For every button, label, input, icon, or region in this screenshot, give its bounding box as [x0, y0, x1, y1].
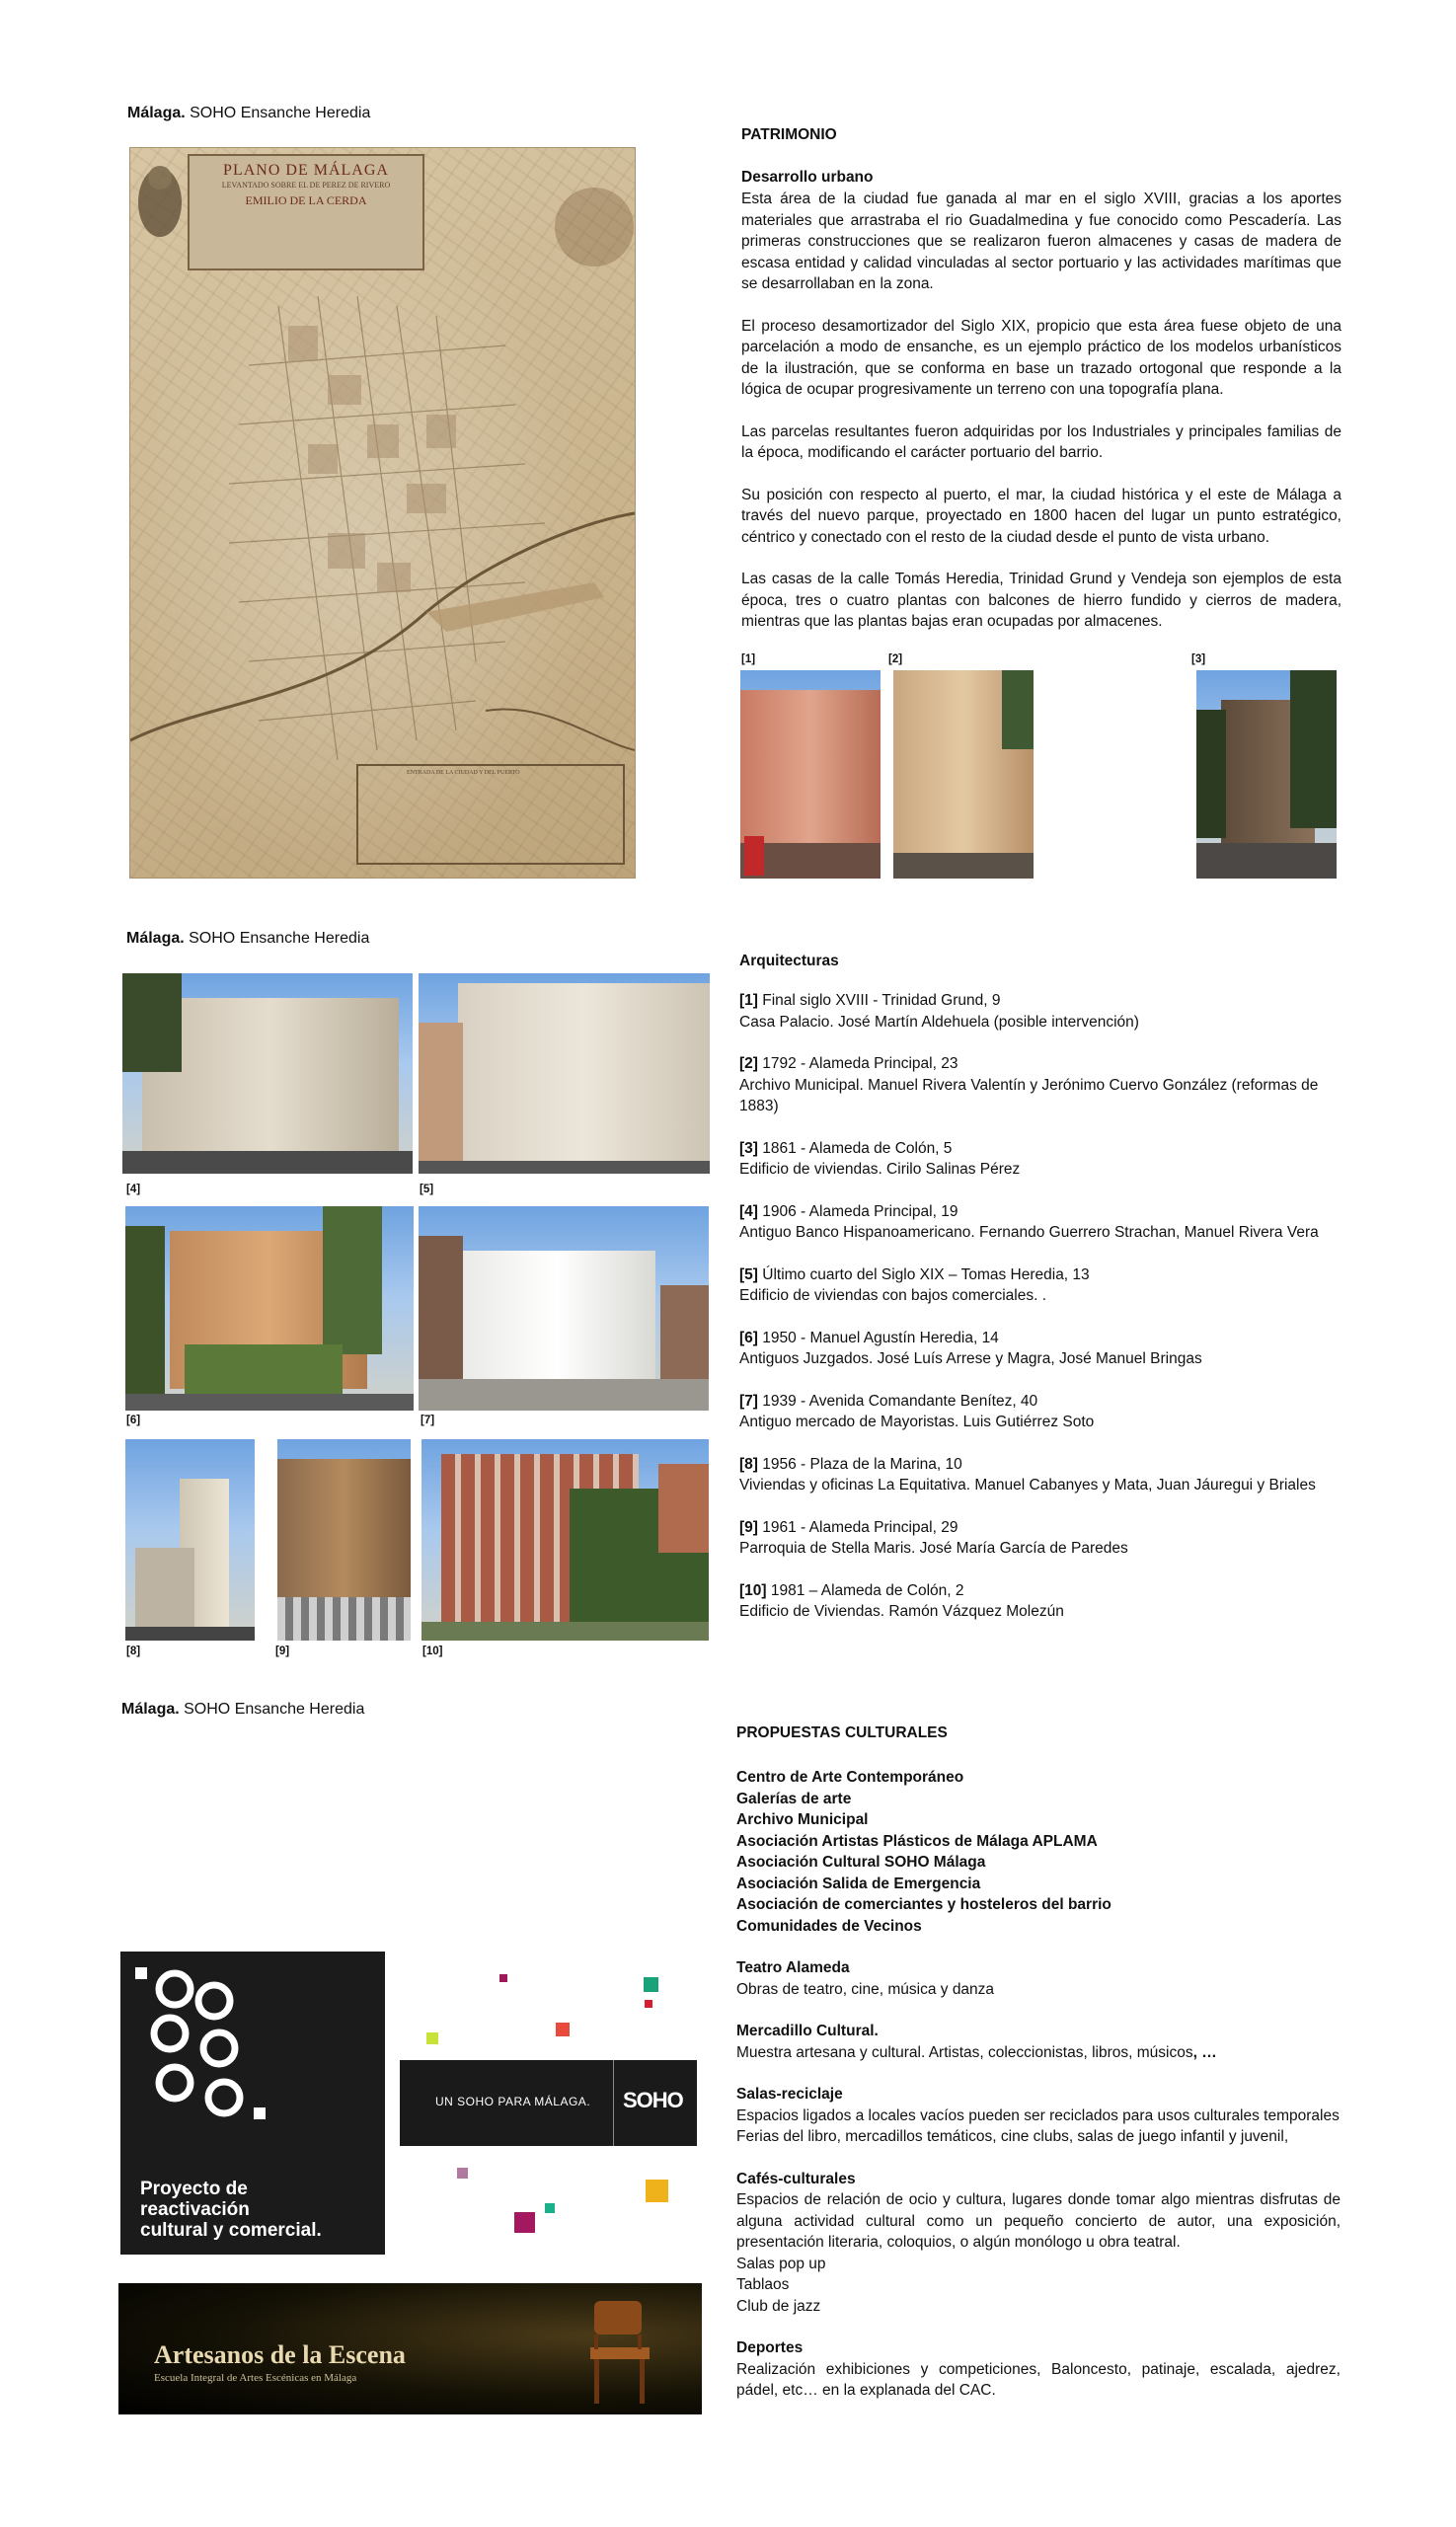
map-inset-label: ENTRADA DE LA CIUDAD Y DEL PUERTO: [407, 770, 520, 776]
map-subtitle: LEVANTADO SOBRE EL DE PEREZ DE RIVERO: [221, 181, 391, 190]
page1-heading: PATRIMONIO: [741, 126, 837, 143]
artesanos-banner: [118, 2283, 702, 2414]
architecture-entry: [4] 1906 - Alameda Principal, 19 Antiguo Banco Hispanoamericano. Fernando Guerrero Strachan, Manuel Rivera Vera: [739, 1202, 1319, 1241]
map-drawing: [130, 148, 635, 878]
photo-4: [122, 973, 413, 1174]
page1-subheading: Desarrollo urbano: [741, 169, 874, 186]
photo-caption: [8]: [126, 1646, 141, 1657]
photo-caption: [6]: [126, 1415, 141, 1426]
decor-square: [457, 2168, 468, 2179]
map-author: EMILIO DE LA CERDA: [245, 193, 367, 207]
decor-square: [556, 2023, 570, 2036]
list-item: Asociación Cultural SOHO Málaga: [736, 1854, 986, 1871]
architecture-entry: [9] 1961 - Alameda Principal, 29 Parroquia de Stella Maris. José María García de Paredes: [739, 1518, 1128, 1557]
architecture-entry: [2] 1792 - Alameda Principal, 23 Archivo Municipal. Manuel Rivera Valentín y Jerónimo Cuervo González (reformas de 1883): [739, 1055, 1319, 1114]
paragraph: Las parcelas resultantes fueron adquiridas por los Industriales y principales familias de la época, modificando el carácter portuario del barrio.: [741, 422, 1341, 461]
list-item: Galerías de arte: [736, 1790, 852, 1807]
decor-square: [426, 2032, 438, 2044]
proposal-teatro: Teatro Alameda Obras de teatro, cine, música y danza: [736, 1959, 995, 1998]
page3-location: Málaga. SOHO Ensanche Heredia: [121, 1701, 365, 1718]
list-item: Asociación Artistas Plásticos de Málaga APLAMA: [736, 1832, 1098, 1850]
architecture-entry: [6] 1950 - Manuel Agustín Heredia, 14 Antiguos Juzgados. José Luís Arrese y Magra, José Manuel Bringas: [739, 1329, 1202, 1367]
list-item: Asociación de comerciantes y hosteleros del barrio: [736, 1896, 1111, 1913]
soho-banner-logo: SOHO: [623, 2088, 683, 2112]
page2-location: Málaga. SOHO Ensanche Heredia: [126, 930, 370, 947]
cultural-entities-list: [736, 1767, 1341, 1937]
soho-banner: [400, 2060, 697, 2146]
photo-9: [277, 1439, 411, 1641]
photo-10: [421, 1439, 709, 1641]
architecture-entry: [3] 1861 - Alameda de Colón, 5 Edificio de viviendas. Cirilo Salinas Pérez: [739, 1139, 1021, 1178]
photo-8: [125, 1439, 255, 1641]
photo-1: [740, 670, 881, 879]
architecture-entry: [1] Final siglo XVIII - Trinidad Grund, 9 Casa Palacio. José Martín Aldehuela (posible intervención): [739, 992, 1139, 1031]
photo-caption: [7]: [421, 1415, 435, 1426]
soho-logo-icon: [130, 1959, 278, 2127]
decor-square: [645, 2000, 652, 2008]
decor-square: [545, 2203, 555, 2213]
decor-square: [646, 2180, 668, 2202]
photo-7: [419, 1206, 709, 1411]
proposal-deportes: Deportes Realización exhibiciones y competiciones, Baloncesto, patinaje, escalada, ajedrez, pádel, etc… en la explanada del CAC.: [736, 2339, 1341, 2399]
proposal-salas: Salas-reciclaje Espacios ligados a locales vacíos pueden ser reciclados para usos culturales temporales Ferias del libro, mercadillos temáticos, cine clubs, salas de juego infantil y juvenil,: [736, 2086, 1340, 2145]
artesanos-subtitle: Escuela Integral de Artes Escénicas en Málaga: [154, 2372, 357, 2384]
list-item: Comunidades de Vecinos: [736, 1917, 922, 1935]
architecture-entry: [8] 1956 - Plaza de la Marina, 10 Viviendas y oficinas La Equitativa. Manuel Cabanyes y Mata, Juan Jáuregui y Briales: [739, 1455, 1316, 1493]
decor-square: [644, 1977, 658, 1992]
photo-caption: [4]: [126, 1184, 141, 1195]
architecture-entry: [10] 1981 – Alameda de Colón, 2 Edificio de Viviendas. Ramón Vázquez Molezún: [739, 1581, 1064, 1620]
page2-heading: Arquitecturas: [739, 953, 839, 969]
paragraph: Las casas de la calle Tomás Heredia, Trinidad Grund y Vendeja son ejemplos de esta época, tres o cuatro plantas con balcones de hierro fundido y cierros de madera, mientras que las plantas bajas eran ocupadas por almacenes.: [741, 571, 1341, 630]
architecture-list: [739, 990, 1343, 1644]
photo-caption: [2]: [888, 653, 903, 665]
photo-2: [893, 670, 1034, 879]
banner-divider: [613, 2060, 614, 2146]
historic-map-image: [129, 147, 636, 879]
artesanos-title: Artesanos de la Escena: [154, 2340, 406, 2369]
soho-logo-panel: [120, 1952, 385, 2255]
list-item: Asociación Salida de Emergencia: [736, 1875, 981, 1892]
photo-caption: [10]: [422, 1646, 443, 1657]
photo-3: [1196, 670, 1337, 879]
map-title: PLANO DE MÁLAGA: [223, 162, 389, 179]
architecture-entry: [7] 1939 - Avenida Comandante Benítez, 40 Antiguo mercado de Mayoristas. Luis Gutiérrez Soto: [739, 1392, 1095, 1430]
photo-6: [125, 1206, 414, 1411]
map-lion-emblem: [138, 166, 182, 237]
proposal-mercadillo: Mercadillo Cultural. Muestra artesana y cultural. Artistas, coleccionistas, libros, músicos, …: [736, 2023, 1217, 2061]
page1-location: Málaga. SOHO Ensanche Heredia: [127, 105, 371, 121]
list-item: Centro de Arte Contemporáneo: [736, 1769, 964, 1786]
page3-heading: PROPUESTAS CULTURALES: [736, 1724, 948, 1741]
soho-tagline: Proyecto de reactivación cultural y comercial.: [140, 2179, 322, 2241]
chair-icon: [582, 2293, 661, 2412]
paragraph: El proceso desamortizador del Siglo XIX, propicio que esta área fuese objeto de una parcelación a modo de ensanche, es un ejemplo práctico de los modelos urbanísticos de la ilustración, que se conforma en base un trazado ortogonal que responde a la lógica de ocupar progresivamente un terreno con una topografía plana.: [741, 317, 1341, 398]
decor-square: [499, 1974, 507, 1982]
photo-5: [419, 973, 710, 1174]
cultural-proposals: [736, 1957, 1341, 2402]
list-item: Archivo Municipal: [736, 1811, 869, 1828]
architecture-entry: [5] Último cuarto del Siglo XIX – Tomas Heredia, 13 Edificio de viviendas con bajos comerciales. .: [739, 1265, 1090, 1304]
photo-caption: [5]: [420, 1184, 434, 1195]
photo-caption: [3]: [1191, 653, 1206, 665]
soho-banner-text: UN SOHO PARA MÁLAGA.: [435, 2095, 591, 2108]
decor-square: [514, 2212, 535, 2233]
photo-caption: [1]: [741, 653, 756, 665]
paragraph: Su posición con respecto al puerto, el mar, la ciudad histórica y el este de Málaga a través del nuevo parque, proyectado en 1800 hacen del lugar un punto estratégico, céntrico y conectado con el resto de la ciudad desde el punto de vista urbano.: [741, 486, 1341, 546]
proposal-cafes: Cafés-culturales Espacios de relación de ocio y cultura, lugares donde tomar algo mientras disfrutas de alguna actividad cultural como un pequeño concierto de autor, una exposición, presentación literaria, coloquios, o algún monólogo u obra teatral. Salas pop up Tablaos Club de jazz: [736, 2170, 1341, 2315]
paragraph: Esta área de la ciudad fue ganada al mar en el siglo XVIII, gracias a los aportes materiales que arrastraba el rio Guadalmedina y fue conocido como Pescadería. Las primeras construcciones que se realizaron fueron almacenes y casas de madera de escasa entidad y calidad vinculadas al sector portuario y las actividades marítimas que se desarrollaban en la zona.: [741, 191, 1341, 292]
page1-body: [741, 189, 1341, 653]
photo-caption: [9]: [275, 1646, 290, 1657]
